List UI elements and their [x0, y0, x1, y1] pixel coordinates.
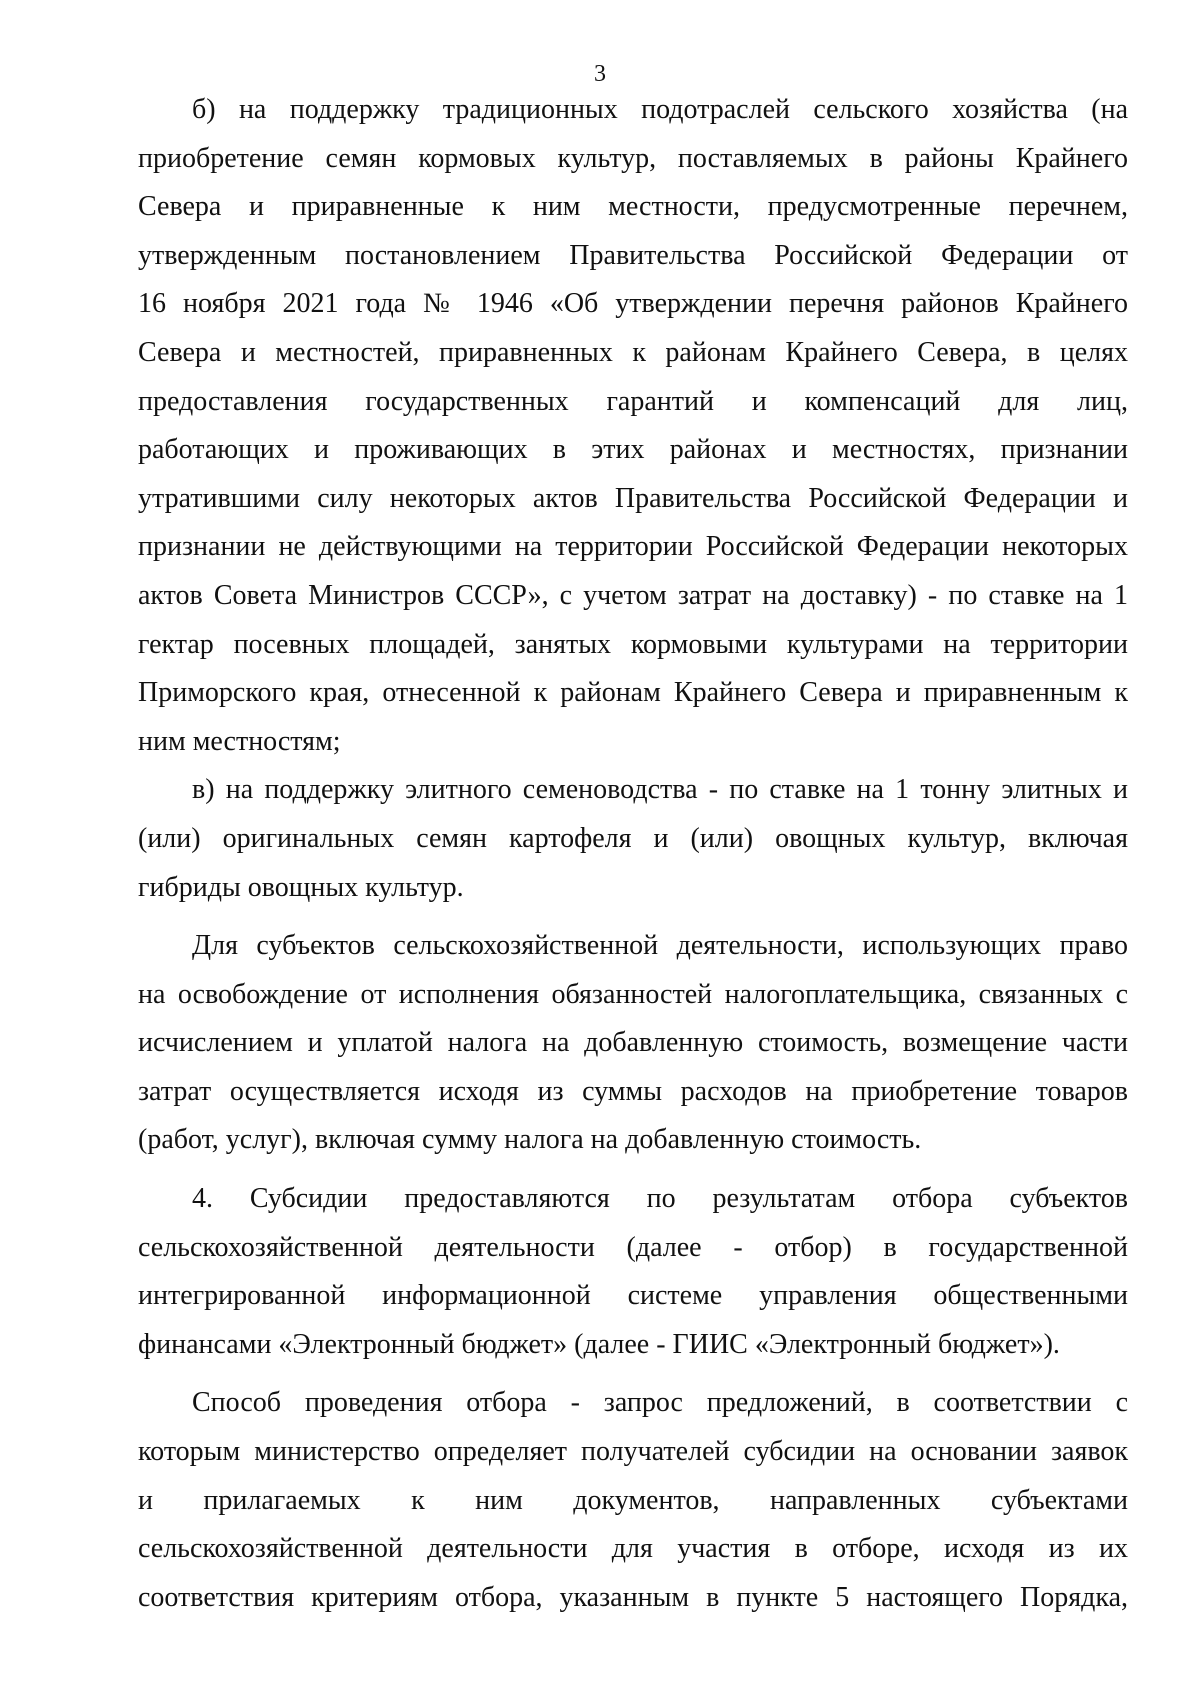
- text-line: гектар посевных площадей, занятых кормовыми культурами на территории: [138, 628, 1128, 660]
- paragraph-4: [138, 1175, 1128, 1369]
- paragraph-b: [138, 86, 1128, 766]
- text-line: 4. Субсидии предоставляются по результатам отбора субъектов: [192, 1183, 1128, 1215]
- text-line: работающих и проживающих в этих районах и местностях, признании: [138, 434, 1128, 466]
- text-line: (работ, услуг), включая сумму налога на добавленную стоимость.: [138, 1124, 922, 1156]
- text-line: б) на поддержку традиционных подотраслей сельского хозяйства (на: [192, 94, 1128, 125]
- text-line: исчислением и уплатой налога на добавленную стоимость, возмещение части: [138, 1027, 1128, 1059]
- text-line: Для субъектов сельскохозяйственной деятельности, использующих право: [192, 930, 1128, 962]
- text-line: (или) оригинальных семян картофеля и (или) овощных культур, включая: [138, 822, 1128, 854]
- text-line: актов Совета Министров СССР», с учетом затрат на доставку) - по ставке на 1: [138, 579, 1128, 611]
- text-line: 16 ноября 2021 года № 1946 «Об утверждении перечня районов Крайнего: [138, 288, 1128, 320]
- paragraph-v: [138, 766, 1128, 912]
- text-line: сельскохозяйственной деятельности (далее - отбор) в государственной: [138, 1231, 1128, 1263]
- text-line: Способ проведения отбора - запрос предложений, в соответствии с: [192, 1387, 1128, 1419]
- text-line: утвержденным постановлением Правительства Российской Федерации от: [138, 239, 1128, 271]
- text-line: которым министерство определяет получателей субсидии на основании заявок: [138, 1436, 1128, 1468]
- document-body: [138, 86, 1128, 1622]
- page-number: 3: [594, 61, 606, 87]
- text-line: в) на поддержку элитного семеноводства - по ставке на 1 тонну элитных и: [192, 774, 1128, 806]
- text-line: гибриды овощных культур.: [138, 871, 464, 903]
- text-line: Приморского края, отнесенной к районам Крайнего Севера и приравненным к: [138, 677, 1128, 709]
- text-line: интегрированной информационной системе управления общественными: [138, 1280, 1128, 1312]
- text-line: на освобождение от исполнения обязанностей налогоплательщика, связанных с: [138, 978, 1128, 1010]
- text-line: Севера и местностей, приравненных к районам Крайнего Севера, в целях: [138, 336, 1128, 368]
- text-line: утратившими силу некоторых актов Правительства Российской Федерации и: [138, 482, 1128, 514]
- text-line: Севера и приравненные к ним местности, предусмотренные перечнем,: [138, 191, 1128, 223]
- text-line: финансами «Электронный бюджет» (далее - ГИИС «Электронный бюджет»).: [138, 1328, 1060, 1360]
- text-line: предоставления государственных гарантий и компенсаций для лиц,: [138, 385, 1128, 417]
- text-line: приобретение семян кормовых культур, поставляемых в районы Крайнего: [138, 142, 1128, 174]
- text-line: затрат осуществляется исходя из суммы расходов на приобретение товаров: [138, 1075, 1128, 1107]
- paragraph-vat: [138, 922, 1128, 1165]
- text-line: ним местностям;: [138, 725, 341, 757]
- paragraph-selection-method: [138, 1379, 1128, 1622]
- text-line: и прилагаемых к ним документов, направленных субъектами: [138, 1484, 1128, 1516]
- text-line: признании не действующими на территории Российской Федерации некоторых: [138, 531, 1128, 563]
- text-line: сельскохозяйственной деятельности для участия в отборе, исходя из их: [138, 1533, 1128, 1565]
- text-line: соответствия критериям отбора, указанным в пункте 5 настоящего Порядка,: [138, 1581, 1128, 1613]
